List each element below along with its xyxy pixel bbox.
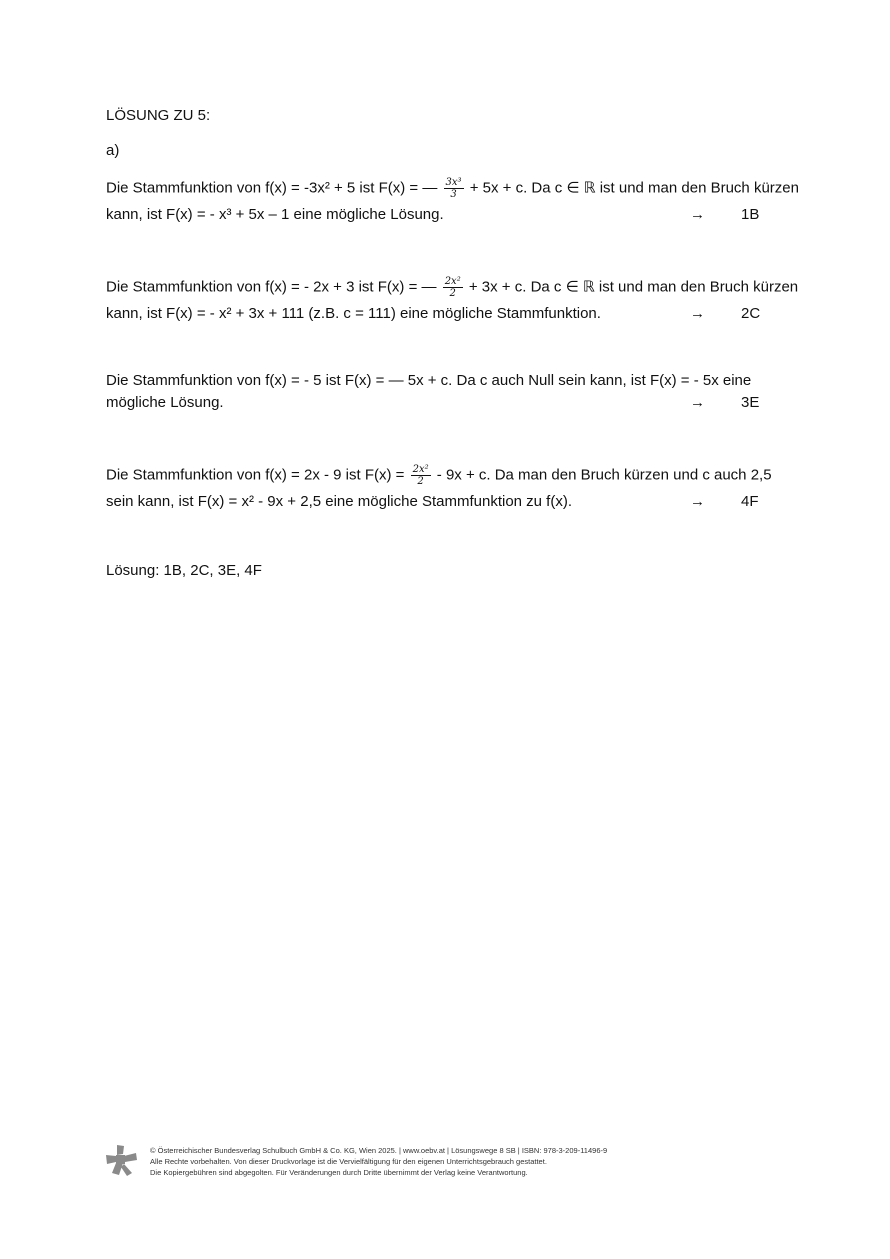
item-1-text-pre: Die Stammfunktion von f(x) = -3x² + 5 ist F(x) = — (106, 179, 442, 197)
item-4-frac-numerator: 2x² (412, 464, 429, 475)
item-4-line-1 (106, 464, 772, 487)
item-1-fraction (444, 177, 464, 200)
item-1-frac-denominator: 3 (450, 189, 457, 200)
item-1-line-1 (106, 177, 799, 200)
item-3-line-1: Die Stammfunktion von f(x) = - 5 ist F(x) = — 5x + c. Da c auch Null sein kann, ist F(x) = - 5x eine (106, 372, 752, 389)
footer-copyright: © Österreichischer Bundesverlag Schulbuch GmbH & Co. KG, Wien 2025. | www.oebv.at | Lösungswege 8 SB | ISBN: 978-3-209-11496-9 (150, 1146, 608, 1155)
item-2-line-1 (106, 276, 798, 299)
solution-heading: LÖSUNG ZU 5: (106, 107, 211, 124)
item-3-code: 3E (741, 394, 760, 411)
item-1-frac-numerator: 3x³ (445, 177, 462, 188)
item-4-text-post: - 9x + c. Da man den Bruch kürzen und c auch 2,5 (432, 466, 772, 484)
item-2-text-pre: Die Stammfunktion von f(x) = - 2x + 3 ist F(x) = — (106, 278, 441, 296)
footer-disclaimer: Die Kopiergebühren sind abgegolten. Für Veränderungen durch Dritte übernimmt der Verlag keine Verantwortung. (150, 1168, 528, 1177)
item-4-line-2: sein kann, ist F(x) = x² - 9x + 2,5 eine mögliche Stammfunktion zu f(x). (106, 493, 573, 510)
publisher-logo-icon (104, 1143, 138, 1177)
footer-rights: Alle Rechte vorbehalten. Von dieser Druckvorlage ist die Vervielfältigung für den eigenen Unterrichtsgebrauch gestattet. (150, 1157, 547, 1166)
part-label: a) (106, 142, 120, 159)
item-1-text-post: + 5x + c. Da c ∈ ℝ ist und man den Bruch kürzen (465, 179, 799, 197)
solution-summary: Lösung: 1B, 2C, 3E, 4F (106, 562, 262, 579)
item-4-arrow: → (690, 493, 705, 510)
item-2-text-post: + 3x + c. Da c ∈ ℝ ist und man den Bruch kürzen (464, 278, 799, 296)
item-3-arrow: → (690, 394, 705, 411)
item-2-arrow: → (690, 305, 705, 322)
item-1-arrow: → (690, 206, 705, 223)
item-1-code: 1B (741, 206, 760, 223)
item-4-frac-denominator: 2 (417, 476, 424, 487)
item-2-frac-denominator: 2 (449, 288, 456, 299)
item-4-text-pre: Die Stammfunktion von f(x) = 2x - 9 ist F(x) = (106, 466, 409, 484)
item-2-fraction (443, 276, 463, 299)
item-4-code: 4F (741, 493, 759, 510)
item-2-line-2: kann, ist F(x) = - x² + 3x + 111 (z.B. c = 111) eine mögliche Stammfunktion. (106, 305, 601, 322)
item-2-frac-numerator: 2x² (444, 276, 461, 287)
item-4-fraction (411, 464, 431, 487)
logo-shape (106, 1145, 137, 1176)
item-3-line-2: mögliche Lösung. (106, 394, 224, 411)
item-1-line-2: kann, ist F(x) = - x³ + 5x – 1 eine mögliche Lösung. (106, 206, 444, 223)
item-2-code: 2C (741, 305, 761, 322)
